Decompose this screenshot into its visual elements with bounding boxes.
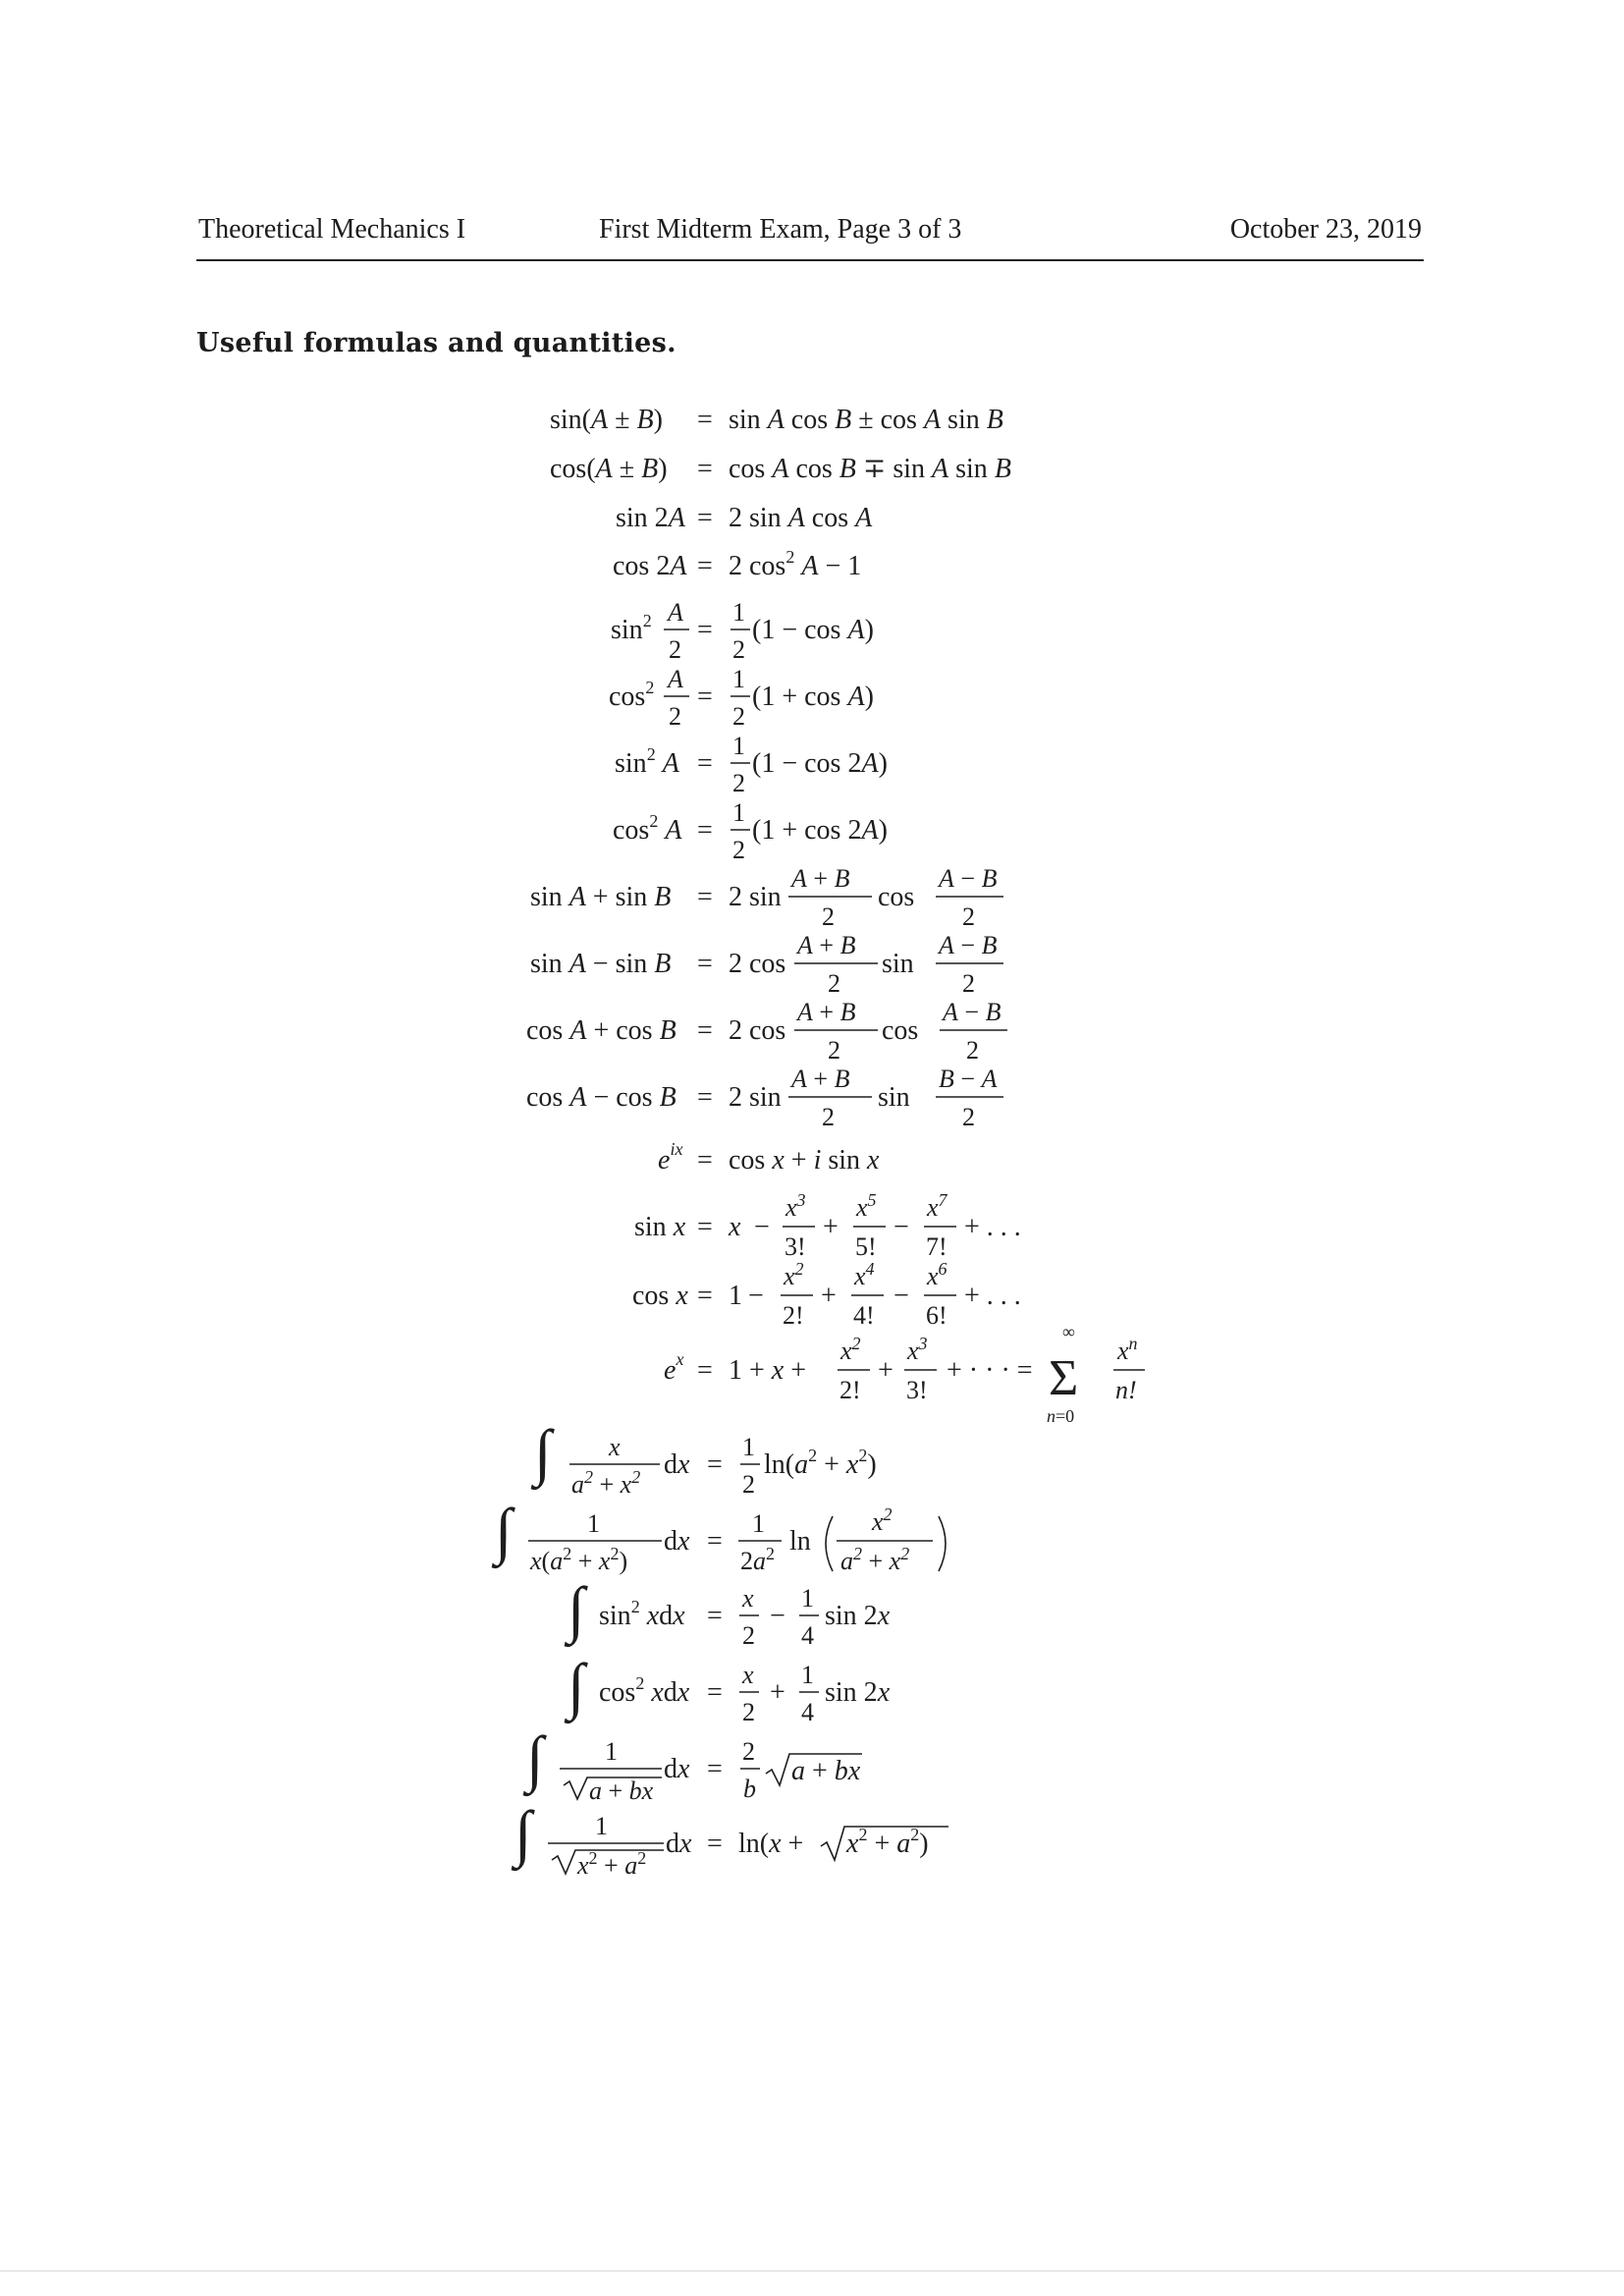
svg-text:ln(x +: ln(x +	[738, 1829, 804, 1859]
formula-cos-plus-cos	[526, 998, 1007, 1065]
svg-text:A + B: A + B	[791, 864, 850, 893]
svg-text:sin(A ± B): sin(A ± B)	[550, 405, 663, 435]
svg-text:cos: cos	[882, 1015, 919, 1046]
svg-text:=: =	[707, 1677, 723, 1708]
svg-text:2: 2	[962, 969, 975, 998]
exam-title: First Midterm Exam, Page 3 of 3	[599, 214, 962, 245]
svg-text:+: +	[770, 1677, 785, 1708]
formula-cos-series	[632, 1259, 1021, 1330]
svg-text:2 cos: 2 cos	[729, 949, 786, 979]
svg-text:−: −	[893, 1212, 909, 1242]
svg-text:dx: dx	[666, 1829, 692, 1859]
svg-text:A + B: A + B	[797, 998, 856, 1026]
svg-text:1: 1	[732, 732, 745, 760]
svg-text:=: =	[697, 405, 713, 435]
svg-text:+ . . .: + . . .	[964, 1212, 1021, 1242]
svg-text:1: 1	[605, 1737, 618, 1766]
formula-cos-double	[613, 547, 861, 581]
svg-text:2: 2	[962, 1103, 975, 1131]
formula-euler	[658, 1139, 880, 1175]
svg-text:ln: ln	[789, 1526, 811, 1557]
svg-text:cos: cos	[878, 882, 915, 912]
svg-text:x3: $x^3$	[907, 1334, 928, 1365]
formula-sin-half-sq	[611, 598, 874, 664]
formula-int-1	[530, 1417, 877, 1499]
svg-text:1: 1	[732, 598, 745, 627]
svg-text:A + B: A + B	[797, 931, 856, 959]
svg-text:2: 2	[732, 702, 745, 731]
svg-text:=: =	[697, 748, 713, 779]
svg-text:=: =	[697, 815, 713, 846]
svg-text:x: x	[742, 1661, 754, 1689]
svg-text:sin2: $\sin^2$	[611, 611, 652, 645]
formula-sin-series	[634, 1190, 1021, 1261]
svg-text:sin 2x: sin 2x	[825, 1677, 891, 1708]
svg-text:a + bx: a + bx	[791, 1756, 861, 1786]
svg-text:sin A + sin B: sin A + sin B	[530, 882, 672, 912]
svg-text:∫: ∫	[534, 1417, 552, 1487]
svg-text:xn: $x^n$	[1117, 1334, 1138, 1365]
svg-text:x: x	[742, 1584, 754, 1613]
svg-text:=: =	[697, 503, 713, 533]
svg-text:x2: $x^2$	[840, 1334, 861, 1365]
svg-text:x2: $x^2$	[872, 1504, 893, 1536]
svg-text:1: 1	[732, 798, 745, 827]
svg-text:2 sin: 2 sin	[729, 882, 782, 912]
svg-text:2 sin: 2 sin	[729, 1082, 782, 1113]
svg-text:3!: 3!	[906, 1376, 928, 1404]
svg-text:+ · · · =: + · · · =	[947, 1355, 1033, 1386]
svg-text:x5: $x^5$	[856, 1190, 877, 1222]
svg-text:cos(A ± B): cos(A ± B)	[550, 454, 668, 484]
svg-text:=: =	[707, 1526, 723, 1557]
svg-text:a + bx: a + bx	[589, 1777, 654, 1805]
svg-text:A: A	[668, 598, 683, 627]
svg-text:=: =	[697, 454, 713, 484]
svg-text:=: =	[697, 615, 713, 645]
svg-text:Σ: Σ	[1049, 1350, 1079, 1406]
svg-text:−: −	[770, 1601, 785, 1631]
svg-text:=: =	[697, 1281, 713, 1311]
section-title: Useful formulas and quantities.	[196, 328, 677, 358]
svg-text:1: 1	[801, 1661, 814, 1689]
scan-edge-line	[0, 2270, 1624, 2271]
svg-text:1: 1	[732, 665, 745, 693]
svg-text:=: =	[707, 1449, 723, 1480]
svg-text:n=0: n=0	[1047, 1406, 1075, 1426]
svg-text:5!: 5!	[855, 1232, 877, 1261]
svg-text:b: b	[743, 1775, 756, 1803]
svg-text:3!: 3!	[785, 1232, 806, 1261]
svg-text:1: 1	[729, 1281, 742, 1311]
formula-cos-sq	[613, 798, 888, 864]
svg-text:∫: ∫	[568, 1651, 585, 1721]
svg-text:2: 2	[732, 635, 745, 664]
svg-text:cos x: cos x	[632, 1281, 688, 1311]
svg-text:∫: ∫	[495, 1496, 513, 1565]
exam-date: October 23, 2019	[1229, 214, 1422, 245]
svg-text:x2 + a2: $x^2 + a^2$	[577, 1848, 647, 1880]
svg-text:=: =	[707, 1754, 723, 1784]
svg-text:2!: 2!	[839, 1376, 861, 1404]
svg-text:+ . . .: + . . .	[964, 1281, 1021, 1311]
formula-exp-series	[664, 1322, 1145, 1426]
formula-int-4	[564, 1651, 891, 1726]
svg-text:2: 2	[822, 902, 835, 931]
svg-text:2!: 2!	[783, 1301, 804, 1330]
svg-text:−: −	[748, 1281, 764, 1311]
svg-text:sin A − sin B: sin A − sin B	[530, 949, 672, 979]
formula-sin-plus-sin	[530, 864, 1003, 931]
svg-text:=: =	[697, 1212, 713, 1242]
svg-text:n!: n!	[1115, 1376, 1137, 1404]
formula-int-3	[564, 1574, 891, 1650]
svg-text:sin2 A: $\sin^2 A$	[615, 744, 679, 779]
svg-text:A − B: A − B	[939, 864, 998, 893]
svg-text:B − A: B − A	[939, 1065, 998, 1093]
svg-text:dx: dx	[664, 1449, 690, 1480]
svg-text:x2: $x^2$	[784, 1259, 804, 1290]
formula-cos-half-sq	[609, 665, 874, 731]
formula-cos-minus-cos	[526, 1065, 1003, 1131]
formula-sin-sq	[615, 732, 888, 797]
formula-sin-double	[616, 503, 873, 533]
svg-text:(1 + cos A): (1 + cos A)	[752, 682, 874, 712]
svg-text:a2 + x2: $a^2 + x^2$	[840, 1544, 910, 1575]
svg-text:2: 2	[742, 1698, 755, 1726]
svg-text:cos A cos B ∓ sin A sin B: cos A cos B ∓ sin A sin B	[729, 454, 1011, 484]
svg-text:sin A cos B ± cos A sin B: sin A cos B ± cos A sin B	[729, 405, 1003, 435]
svg-text:4!: 4!	[853, 1301, 875, 1330]
svg-text:=: =	[707, 1601, 723, 1631]
svg-text:x: x	[609, 1433, 621, 1461]
svg-text:sin x: sin x	[634, 1212, 686, 1242]
svg-text:1: 1	[595, 1812, 608, 1840]
svg-text:+: +	[823, 1212, 839, 1242]
svg-text:1 + x +: 1 + x +	[729, 1355, 807, 1386]
svg-text:x(a2 + x2): $x(a^2 + x^2)$	[530, 1544, 628, 1575]
svg-text:2: 2	[822, 1103, 835, 1131]
svg-text:ln(a2 + x2): $\ln(a^2 + x^2)$	[764, 1446, 877, 1480]
svg-text:1: 1	[801, 1584, 814, 1613]
svg-text:sin 2A: sin 2A	[616, 503, 685, 533]
svg-text:−: −	[893, 1281, 909, 1311]
svg-text:x2 + a2): $x^2 + a^2$)	[846, 1825, 929, 1859]
course-title: Theoretical Mechanics I	[198, 214, 466, 245]
svg-text:2: 2	[742, 1621, 755, 1650]
svg-text:2 cos: 2 cos	[729, 1015, 786, 1046]
formula-sin-sum	[550, 405, 1003, 435]
svg-text:=: =	[707, 1829, 723, 1859]
svg-text:2 cos2 A − 1: 2 $\cos^2 A - 1$	[729, 547, 862, 581]
svg-text:cos A + cos B: cos A + cos B	[526, 1015, 677, 1046]
svg-text:cos A − cos B: cos A − cos B	[526, 1082, 677, 1113]
svg-text:2: 2	[669, 702, 681, 731]
svg-text:(1 − cos A): (1 − cos A)	[752, 615, 874, 645]
svg-text:∫: ∫	[514, 1798, 532, 1868]
formula-int-6	[511, 1798, 948, 1880]
svg-text:cos 2A: cos 2A	[613, 551, 687, 581]
svg-text:x3: $x^3$	[785, 1190, 806, 1222]
svg-text:+: +	[821, 1281, 837, 1311]
svg-text:A: A	[668, 665, 683, 693]
svg-text:sin: sin	[878, 1082, 910, 1113]
formula-cos-sum	[550, 454, 1011, 484]
svg-text:=: =	[697, 1145, 713, 1175]
svg-text:2: 2	[742, 1470, 755, 1499]
formula-int-5	[522, 1723, 862, 1805]
svg-text:2: 2	[828, 969, 840, 998]
svg-text:A − B: A − B	[939, 931, 998, 959]
svg-text:x4: $x^4$	[854, 1259, 875, 1290]
svg-text:dx: dx	[664, 1526, 690, 1557]
svg-text:x: x	[729, 1212, 741, 1242]
svg-text:=: =	[697, 949, 713, 979]
svg-text:7!: 7!	[926, 1232, 947, 1261]
svg-text:2: 2	[732, 836, 745, 864]
svg-text:cos2: $\cos^2$	[609, 678, 655, 712]
svg-text:eix: $e^{ix}$	[658, 1139, 683, 1175]
svg-text:cos2 A: $\cos^2 A$	[613, 811, 682, 846]
svg-text:A + B: A + B	[791, 1065, 850, 1093]
svg-text:1: 1	[587, 1509, 600, 1538]
svg-text:2: 2	[966, 1036, 979, 1065]
svg-text:=: =	[697, 551, 713, 581]
svg-text:sin: sin	[882, 949, 914, 979]
svg-text:cos2 xdx: $\cos^2$ xdx	[599, 1673, 690, 1708]
svg-text:∫: ∫	[568, 1574, 585, 1644]
svg-text:1: 1	[742, 1433, 755, 1461]
svg-text:6!: 6!	[926, 1301, 947, 1330]
svg-text:2: 2	[742, 1737, 755, 1766]
svg-text:(1 + cos 2A): (1 + cos 2A)	[752, 815, 888, 846]
svg-text:4: 4	[801, 1621, 814, 1650]
formula-sin-minus-sin	[530, 931, 1003, 998]
svg-text:2: 2	[962, 902, 975, 931]
svg-text:=: =	[697, 1015, 713, 1046]
svg-text:sin 2x: sin 2x	[825, 1601, 891, 1631]
svg-text:ex: $e^x$	[664, 1349, 684, 1386]
svg-text:x7: $x^7$	[927, 1190, 947, 1222]
svg-text:2 sin A cos A: 2 sin A cos A	[729, 503, 873, 533]
svg-text:cos x + i sin x: cos x + i sin x	[729, 1145, 880, 1175]
svg-text:4: 4	[801, 1698, 814, 1726]
svg-text:=: =	[697, 1355, 713, 1386]
svg-text:(1 − cos 2A): (1 − cos 2A)	[752, 748, 888, 779]
svg-text:=: =	[697, 682, 713, 712]
svg-text:2: 2	[732, 769, 745, 797]
svg-text:∫: ∫	[526, 1723, 544, 1793]
svg-text:2: 2	[828, 1036, 840, 1065]
svg-text:2: 2	[669, 635, 681, 664]
svg-text:sin2 xdx: $\sin^2$ xdx	[599, 1597, 685, 1631]
formula-int-2	[491, 1496, 946, 1575]
svg-text:−: −	[754, 1212, 770, 1242]
svg-text:+: +	[878, 1355, 893, 1386]
svg-text:x6: $x^6$	[927, 1259, 947, 1290]
svg-text:dx: dx	[664, 1754, 690, 1784]
svg-text:∞: ∞	[1062, 1322, 1075, 1341]
svg-text:=: =	[697, 1082, 713, 1113]
svg-text:=: =	[697, 882, 713, 912]
svg-text:2a2: $2a^2$	[740, 1544, 775, 1575]
svg-text:A − B: A − B	[943, 998, 1001, 1026]
svg-text:a2 + x2: $a^2 + x^2$	[571, 1467, 641, 1499]
svg-text:1: 1	[752, 1509, 765, 1538]
